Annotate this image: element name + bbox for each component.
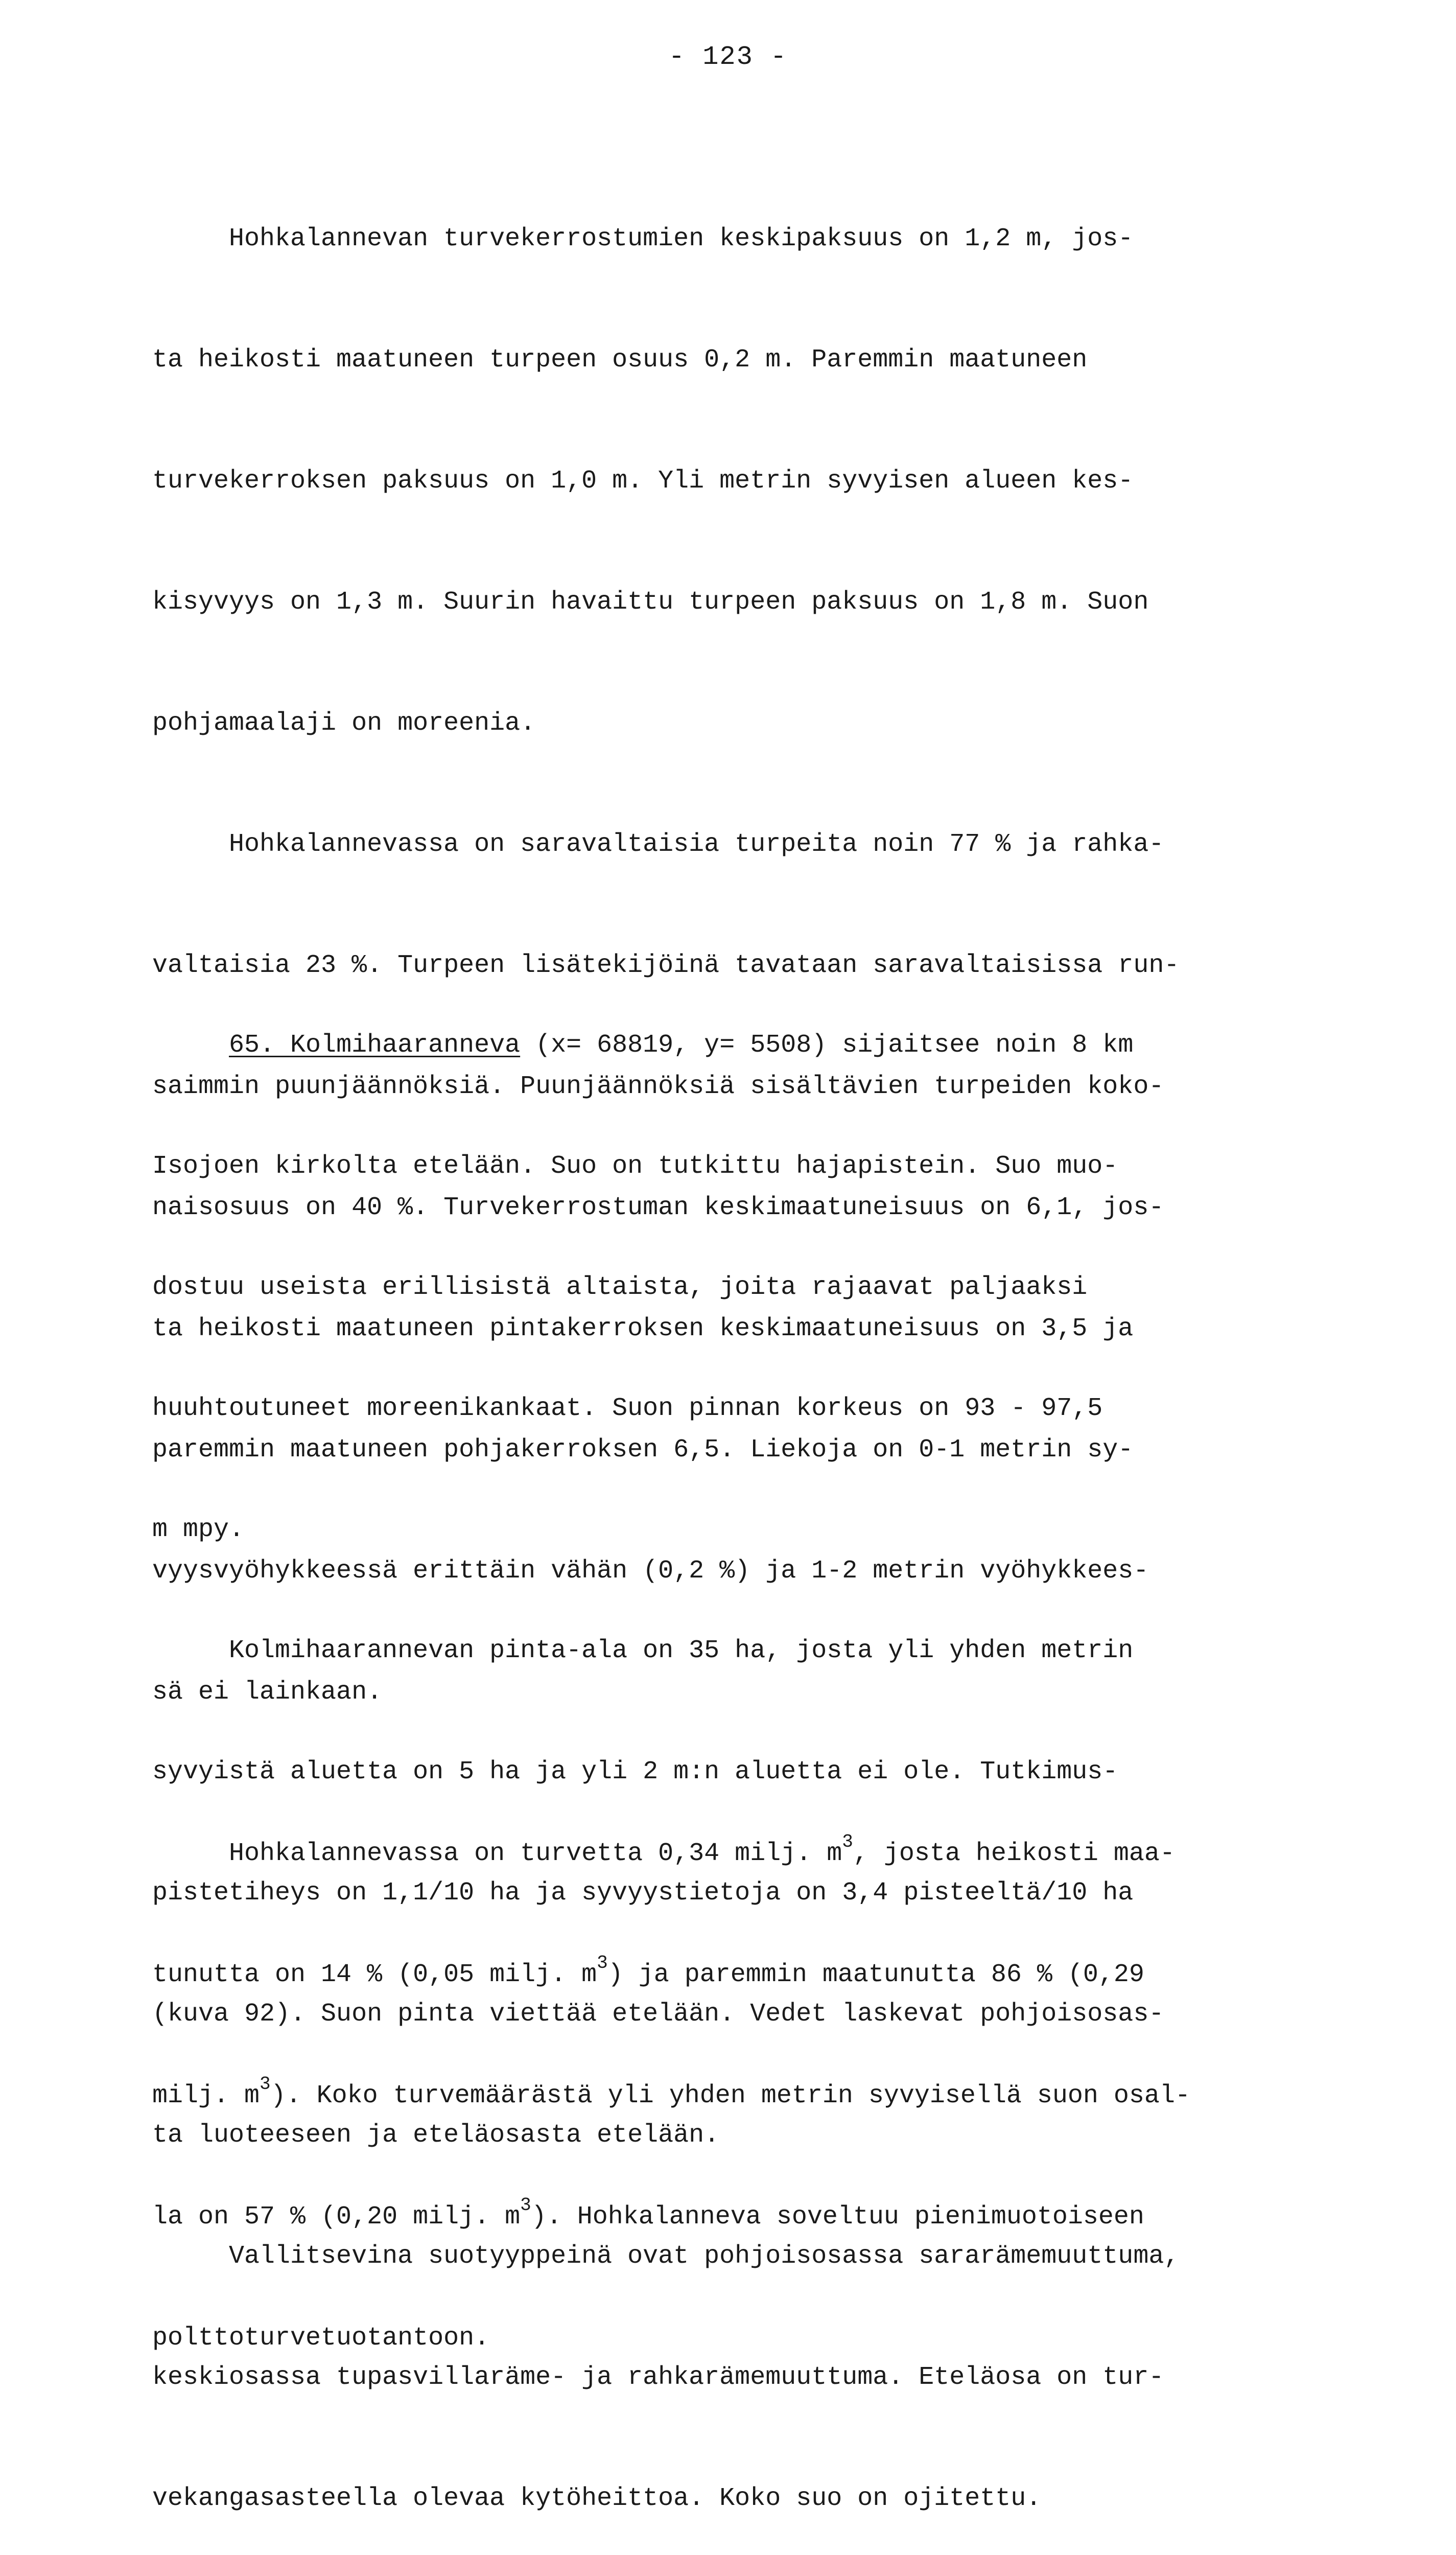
text-line: syvyistä aluetta on 5 ha ja yli 2 m:n aluetta ei ole. Tutkimus- (152, 1757, 1118, 1786)
volume-line-5: polttoturvetuotantoon. (152, 2324, 490, 2353)
volume-line-3: milj. $m^3$). Koko turvemäärästä yli yhden metrin syvyisellä suon osal- (152, 2074, 1190, 2110)
volume-line-4: la on 57 % (0,20 milj. $m^3$). Hohkalanneva soveltuu pienimuotoiseen (152, 2195, 1144, 2232)
text-line: Isojoen kirkolta etelään. Suo on tutkittu hajapistein. Suo muo- (152, 1152, 1118, 1181)
page-number: - 123 - (668, 42, 788, 72)
text-line: paremmin maatuneen pohjakerroksen 6,5. Liekoja on 0-1 metrin sy- (152, 1435, 1134, 1465)
superscript-3: 3 (597, 1953, 608, 1973)
volume-line-1: Hohkalannevassa on turvetta 0,34 milj. $m^3$, josta heikosti maa- (152, 1831, 1175, 1868)
text-line: sä ei lainkaan. (152, 1678, 383, 1707)
text-line: saimmin puunjäännöksiä. Puunjäännöksiä sisältävien turpeiden koko- (152, 1072, 1164, 1101)
superscript-3: 3 (520, 2195, 531, 2216)
text-line: kisyvyys on 1,3 m. Suurin havaittu turpeen paksuus on 1,8 m. Suon (152, 588, 1149, 617)
kolmihaaranneva-section (152, 944, 1327, 2555)
text-line: (kuva 92). Suon pinta viettää etelään. Vedet laskevat pohjoisosas- (152, 2000, 1164, 2029)
superscript-3: 3 (842, 1831, 853, 1852)
text-line: keskiosassa tupasvillaräme- ja rahkarämemuuttuma. Eteläosa on tur- (152, 2363, 1164, 2392)
text-line: m mpy. (152, 1515, 245, 1544)
section-heading-line: 65. Kolmihaaranneva (x= 68819, y= 5508) sijaitsee noin 8 km (229, 1031, 1134, 1060)
text-line: turvekerroksen paksuus on 1,0 m. Yli metrin syvyisen alueen kes- (152, 467, 1134, 496)
text-line: ta heikosti maatuneen turpeen osuus 0,2 m. Paremmin maatuneen (152, 345, 1088, 375)
text-line: valtaisia 23 %. Turpeen lisätekijöinä tavataan saravaltaisissa run- (152, 951, 1180, 980)
text-line: Kolmihaarannevan pinta-ala on 35 ha, josta yli yhden metrin (152, 1636, 1134, 1665)
text-line: vekangasasteella olevaa kytöheittoa. Koko suo on ojitettu. (152, 2484, 1042, 2513)
text-line: vyysvyöhykkeessä erittäin vähän (0,2 %) ja 1-2 metrin vyöhykkees- (152, 1557, 1149, 1586)
text-line: Hohkalannevassa on saravaltaisia turpeita noin 77 % ja rahka- (152, 830, 1164, 859)
text-line: ta heikosti maatuneen pintakerroksen keskimaatuneisuus on 3,5 ja (152, 1314, 1134, 1343)
superscript-3: 3 (260, 2074, 271, 2095)
text-line: Hohkalannevan turvekerrostumien keskipaksuus on 1,2 m, jos- (152, 224, 1134, 253)
text-line: pistetiheys on 1,1/10 ha ja syvyystietoja on 3,4 pisteeltä/10 ha (152, 1878, 1134, 1908)
text-line: naisosuus on 40 %. Turvekerrostuman keskimaatuneisuus on 6,1, jos- (152, 1193, 1164, 1222)
text-line: huuhtoutuneet moreenikankaat. Suon pinnan korkeus on 93 - 97,5 (152, 1394, 1103, 1423)
text-line: pohjamaalaji on moreenia. (152, 709, 536, 738)
text-line: Vallitsevina suotyyppeinä ovat pohjoisosassa sararämemuuttuma, (152, 2242, 1180, 2271)
section-heading: 65. Kolmihaaranneva (229, 1031, 521, 1060)
text-line: dostuu useista erillisistä altaista, joita rajaavat paljaaksi (152, 1273, 1088, 1302)
text-line: ta luoteeseen ja eteläosasta etelään. (152, 2121, 720, 2150)
volume-line-2: tunutta on 14 % (0,05 milj. $m^3$) ja paremmin maatunutta 86 % (0,29 (152, 1953, 1144, 1989)
